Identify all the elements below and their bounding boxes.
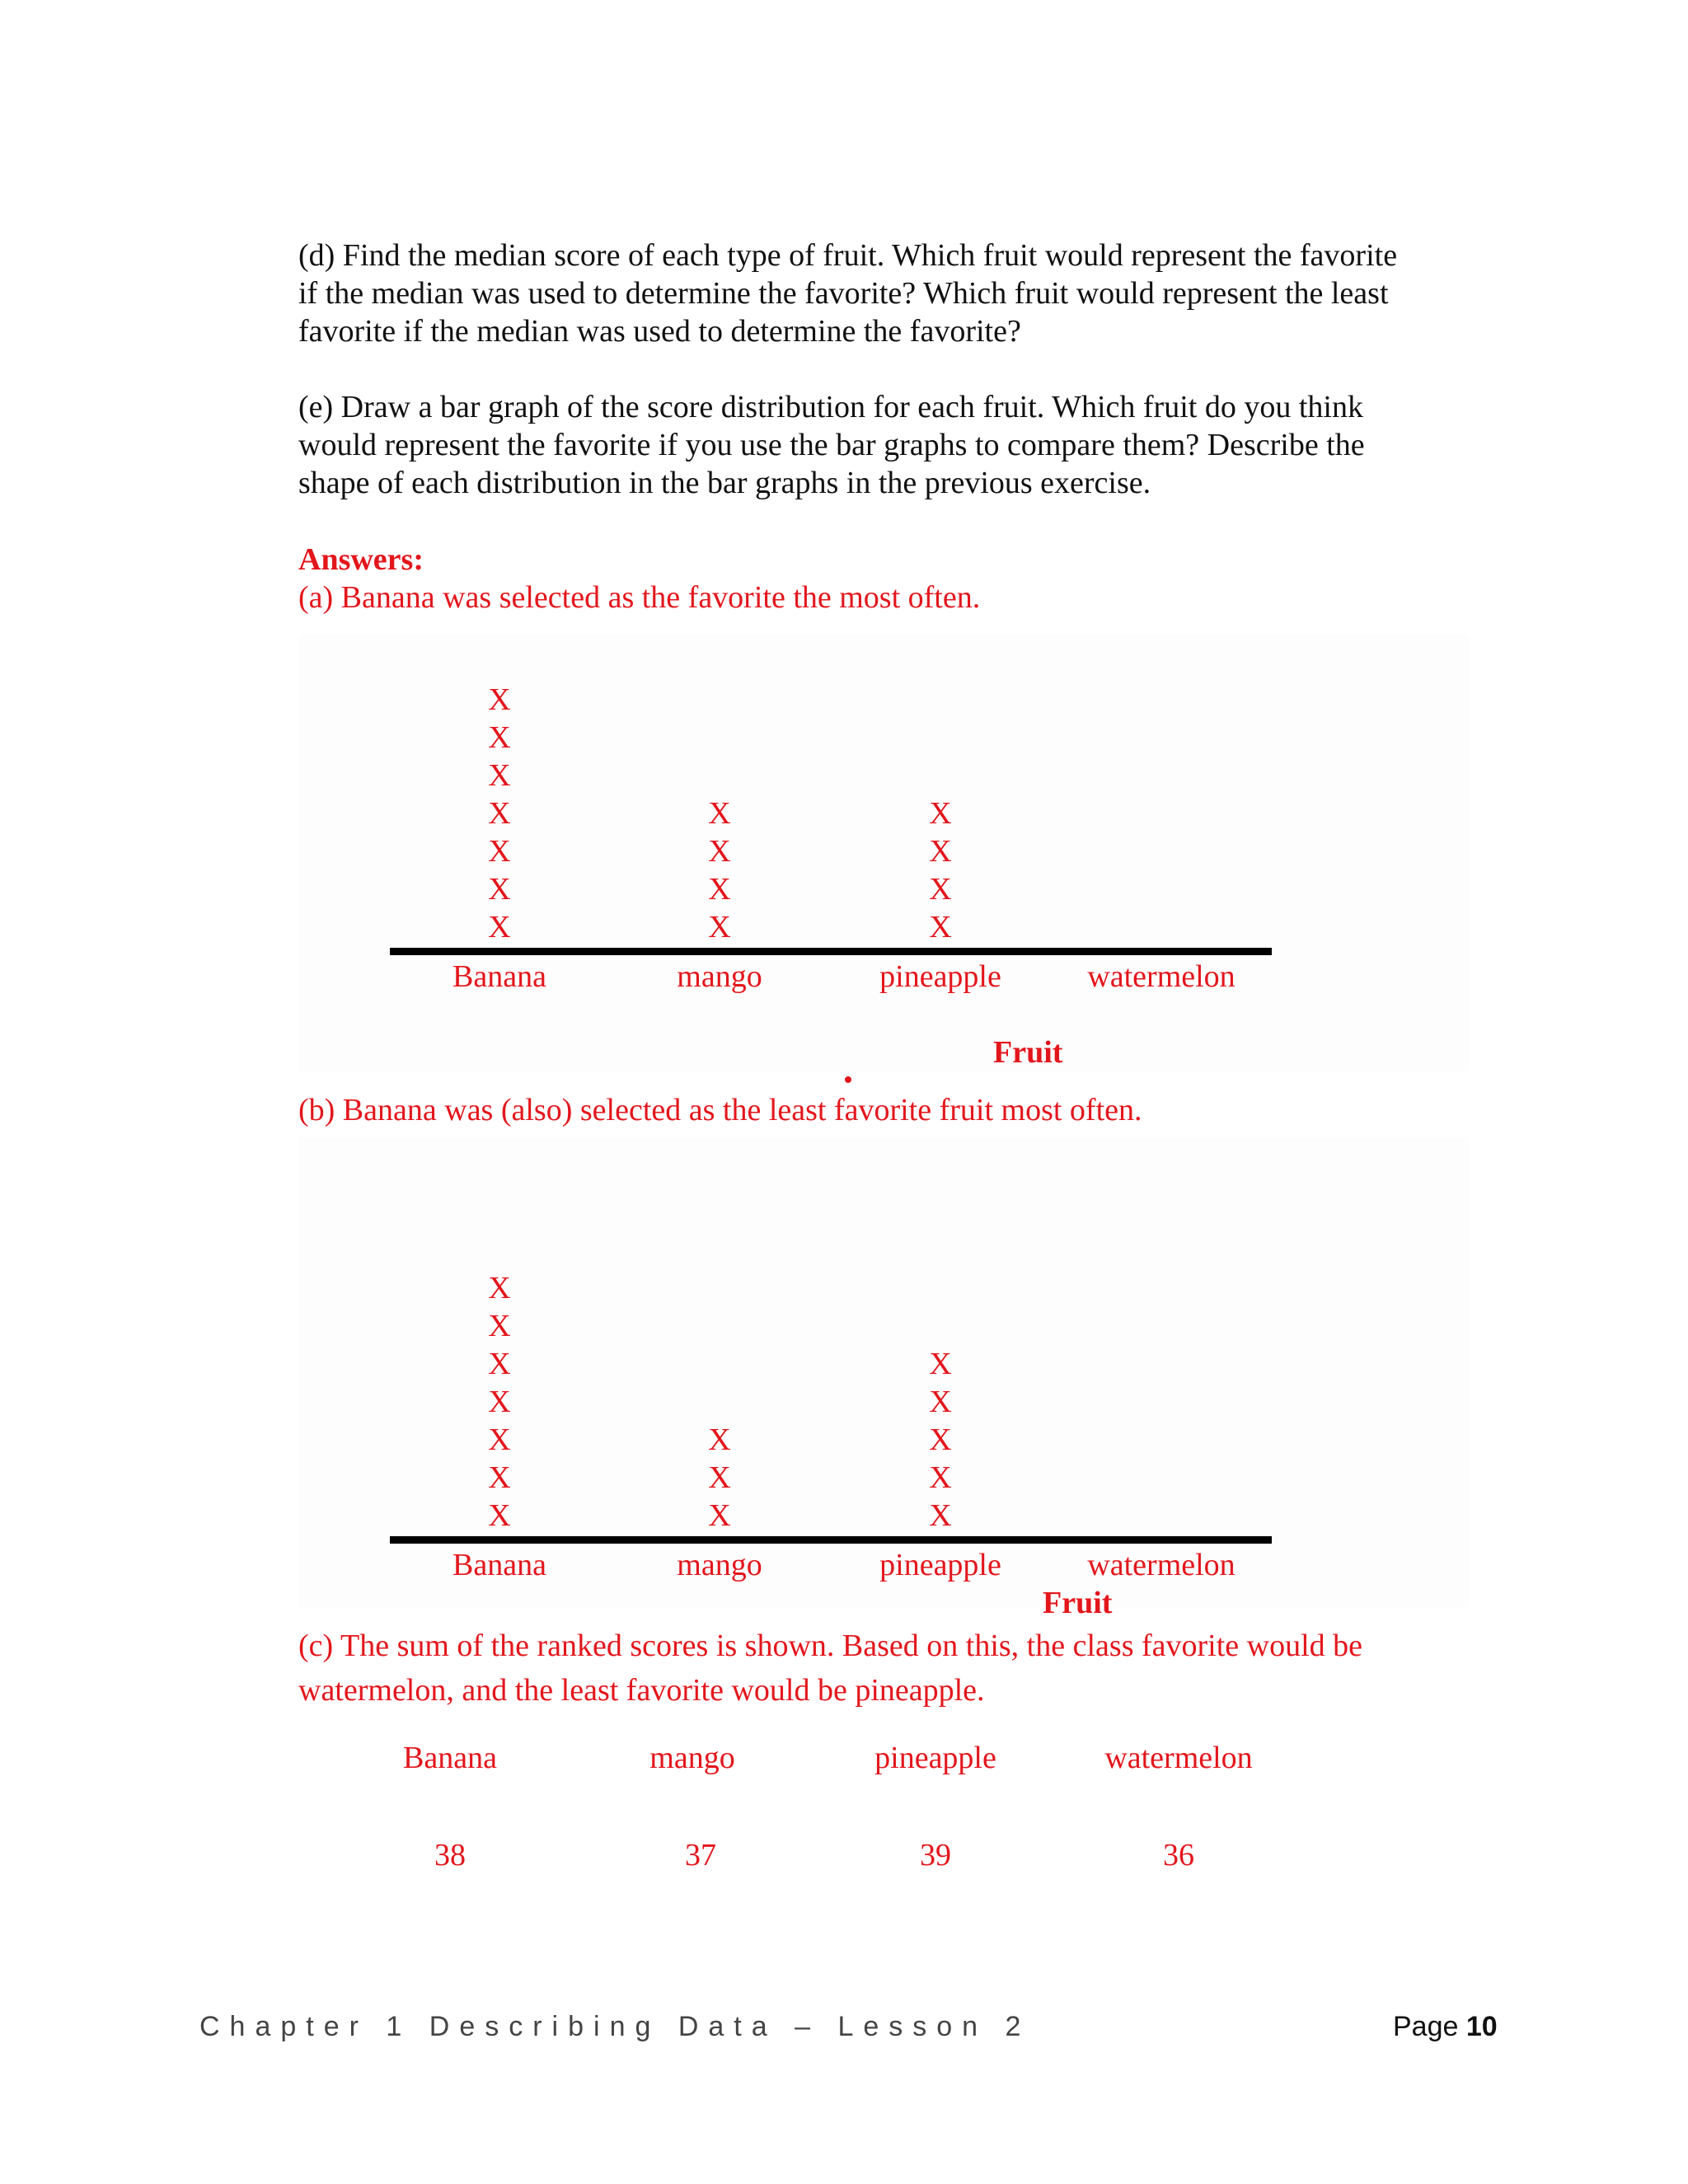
answers-heading: Answers: <box>298 542 424 577</box>
footer-page-prefix: Page <box>1393 2011 1459 2042</box>
sums-value: 39 <box>920 1838 951 1872</box>
stray-dot <box>845 1076 851 1083</box>
x-mark: X <box>929 796 952 831</box>
answer-b-block <box>298 1091 1493 1129</box>
x-mark: X <box>488 720 511 755</box>
answer-c-line: (c) The sum of the ranked scores is shown. Based on this, the class favorite would be <box>298 1629 1362 1663</box>
category-label: watermelon <box>1087 1548 1236 1582</box>
question-d-line: favorite if the median was used to determine the favorite? <box>298 314 1021 349</box>
x-mark: X <box>708 1498 731 1533</box>
dot-plot-1-area <box>298 635 1469 1071</box>
x-mark: X <box>488 1271 511 1305</box>
answer-c-line: watermelon, and the least favorite would be pineapple. <box>298 1673 985 1708</box>
question-e-line: would represent the favorite if you use the bar graphs to compare them? Describe the <box>298 428 1365 462</box>
answer-c-block <box>298 1624 1493 1713</box>
x-mark: X <box>929 1422 952 1457</box>
question-e-line: (e) Draw a bar graph of the score distribution for each fruit. Which fruit do you think <box>298 390 1363 424</box>
x-mark: X <box>708 872 731 907</box>
category-label: mango <box>677 959 762 994</box>
x-mark: X <box>488 1460 511 1495</box>
question-e-line: shape of each distribution in the bar graphs in the previous exercise. <box>298 466 1151 500</box>
footer-page <box>1393 2011 1498 2043</box>
question-d-line: (d) Find the median score of each type of fruit. Which fruit would represent the favorite <box>298 238 1398 273</box>
sums-header: Banana <box>403 1741 497 1775</box>
x-mark: X <box>929 1498 952 1533</box>
x-mark: X <box>488 796 511 831</box>
x-mark: X <box>708 910 731 944</box>
category-label: Banana <box>452 959 546 994</box>
x-mark: X <box>488 1422 511 1457</box>
axis-title: Fruit <box>993 1035 1063 1070</box>
category-label: pineapple <box>879 1548 1001 1582</box>
x-mark: X <box>929 872 952 907</box>
x-mark: X <box>488 682 511 717</box>
x-mark: X <box>488 1385 511 1419</box>
footer-page-number: 10 <box>1465 2011 1498 2042</box>
axis-line <box>390 1536 1272 1544</box>
answers-block <box>298 541 1493 616</box>
x-mark: X <box>708 1460 731 1495</box>
footer-chapter: Chapter 1 Describing Data – Lesson 2 <box>199 2011 1031 2042</box>
question-d-line: if the median was used to determine the favorite? Which fruit would represent the least <box>298 276 1389 311</box>
axis-title: Fruit <box>1043 1586 1113 1620</box>
x-mark: X <box>708 834 731 869</box>
category-label: Banana <box>452 1548 546 1582</box>
sums-header: pineapple <box>874 1741 996 1775</box>
category-label: mango <box>677 1548 762 1582</box>
axis-line <box>390 948 1272 955</box>
sums-header: watermelon <box>1104 1741 1253 1775</box>
x-mark: X <box>488 1347 511 1381</box>
x-mark: X <box>488 1498 511 1533</box>
x-mark: X <box>488 1309 511 1343</box>
x-mark: X <box>488 834 511 869</box>
category-label: watermelon <box>1087 959 1236 994</box>
category-label: pineapple <box>879 959 1001 994</box>
sums-value: 38 <box>434 1838 466 1872</box>
x-mark: X <box>488 758 511 793</box>
x-mark: X <box>929 1460 952 1495</box>
sums-value: 37 <box>685 1838 716 1872</box>
question-d <box>298 237 1493 350</box>
x-mark: X <box>708 1422 731 1457</box>
x-mark: X <box>929 1347 952 1381</box>
sums-value: 36 <box>1163 1838 1194 1872</box>
x-mark: X <box>488 872 511 907</box>
x-mark: X <box>708 796 731 831</box>
sums-header: mango <box>649 1741 735 1775</box>
x-mark: X <box>929 910 952 944</box>
answer-a: (a) Banana was selected as the favorite the most often. <box>298 580 981 615</box>
answer-b: (b) Banana was (also) selected as the least favorite fruit most often. <box>298 1093 1142 1127</box>
x-mark: X <box>929 1385 952 1419</box>
x-mark: X <box>488 910 511 944</box>
x-mark: X <box>929 834 952 869</box>
question-e <box>298 388 1493 502</box>
